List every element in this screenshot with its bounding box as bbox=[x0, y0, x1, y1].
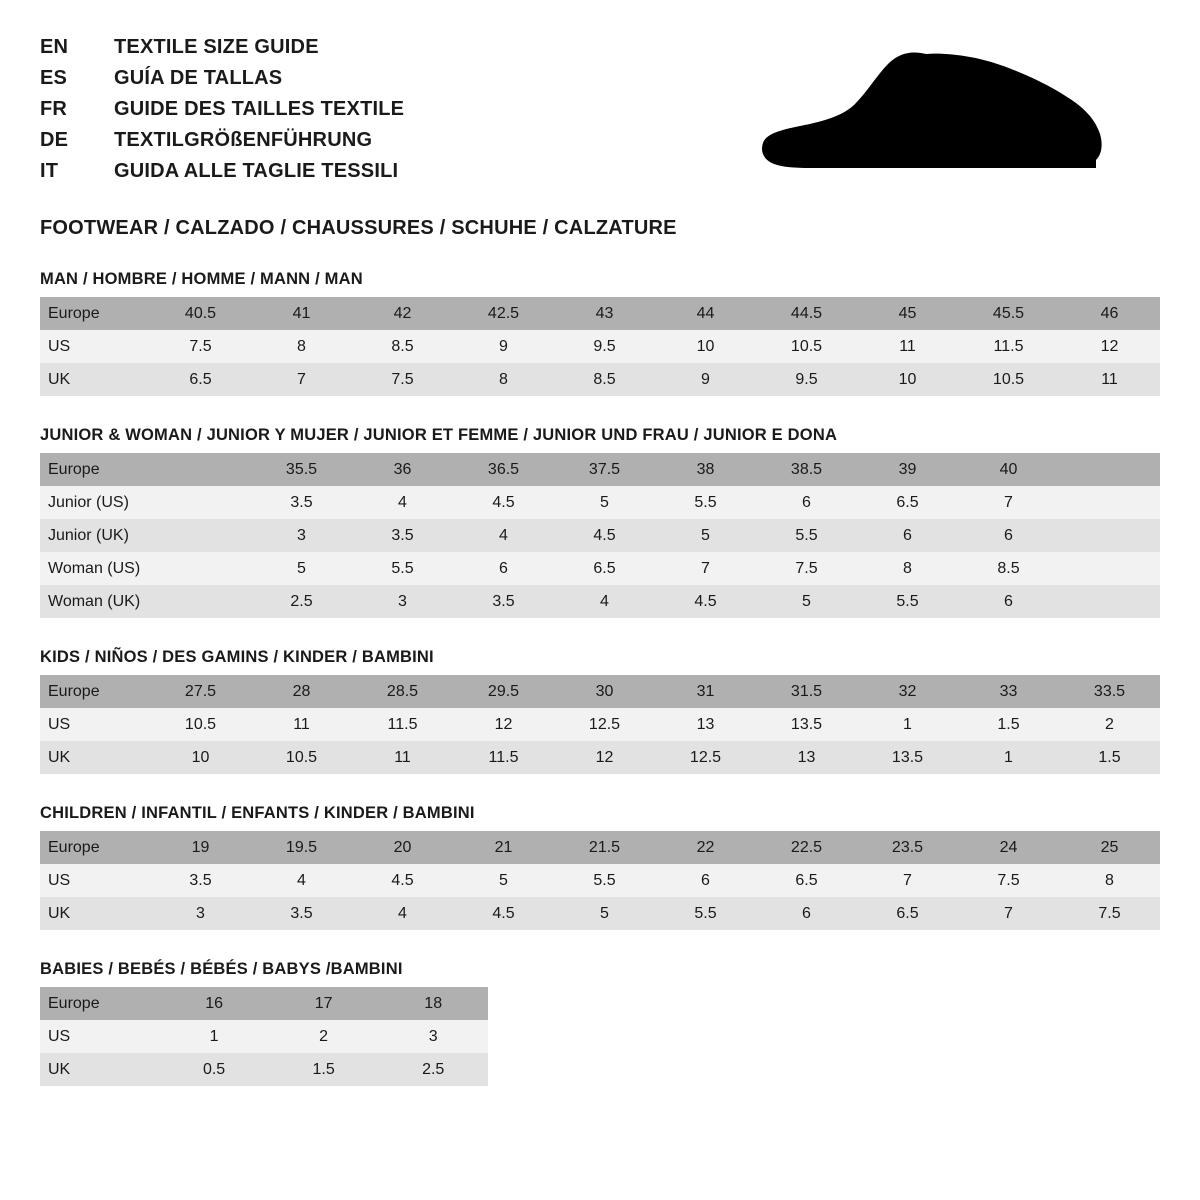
table-cell: 12 bbox=[554, 741, 655, 774]
table-cell: 10 bbox=[655, 330, 756, 363]
table-cell: 2.5 bbox=[251, 585, 352, 618]
language-code: FR bbox=[40, 98, 68, 120]
table-cell: 3.5 bbox=[453, 585, 554, 618]
table-cell: 44 bbox=[655, 297, 756, 330]
table-cell: 4 bbox=[352, 897, 453, 930]
table-cell: 5.5 bbox=[756, 519, 857, 552]
row-label: Woman (UK) bbox=[40, 585, 150, 618]
table-cell: 3 bbox=[251, 519, 352, 552]
table-cell: 4 bbox=[554, 585, 655, 618]
row-label: UK bbox=[40, 363, 150, 396]
table-cell: 3 bbox=[150, 897, 251, 930]
table-cell: 44.5 bbox=[756, 297, 857, 330]
language-row bbox=[40, 98, 404, 129]
table-cell: 5 bbox=[251, 552, 352, 585]
table-cell: 8.5 bbox=[352, 330, 453, 363]
row-label: US bbox=[40, 708, 150, 741]
table-cell: 12 bbox=[1059, 330, 1160, 363]
row-label: Junior (US) bbox=[40, 486, 150, 519]
table-cell: 2.5 bbox=[378, 1053, 488, 1086]
table-cell: 8 bbox=[857, 552, 958, 585]
table-cell bbox=[150, 519, 251, 552]
size-group-kids bbox=[40, 648, 1160, 774]
table-cell bbox=[150, 585, 251, 618]
size-table-man bbox=[40, 297, 1160, 396]
table-cell: 45.5 bbox=[958, 297, 1059, 330]
table-cell: 13.5 bbox=[756, 708, 857, 741]
row-label: UK bbox=[40, 741, 150, 774]
table-cell bbox=[150, 453, 251, 486]
table-cell: 30 bbox=[554, 675, 655, 708]
table-cell: 7 bbox=[655, 552, 756, 585]
table-cell: 40 bbox=[958, 453, 1059, 486]
table-cell bbox=[1059, 552, 1160, 585]
table-cell: 6 bbox=[756, 897, 857, 930]
table-cell: 22 bbox=[655, 831, 756, 864]
row-label: US bbox=[40, 1020, 159, 1053]
table-cell: 35.5 bbox=[251, 453, 352, 486]
size-group-man bbox=[40, 270, 1160, 396]
table-row bbox=[40, 831, 1160, 864]
table-cell: 17 bbox=[269, 987, 379, 1020]
table-row bbox=[40, 741, 1160, 774]
table-cell: 31 bbox=[655, 675, 756, 708]
table-row bbox=[40, 585, 1160, 618]
table-cell: 12.5 bbox=[554, 708, 655, 741]
table-row bbox=[40, 1053, 488, 1086]
table-cell: 23.5 bbox=[857, 831, 958, 864]
table-cell bbox=[1059, 486, 1160, 519]
group-title: KIDS / NIÑOS / DES GAMINS / KINDER / BAMBINI bbox=[40, 648, 434, 666]
table-cell: 4 bbox=[251, 864, 352, 897]
table-row bbox=[40, 864, 1160, 897]
table-cell: 1 bbox=[159, 1020, 269, 1053]
language-row bbox=[40, 160, 404, 191]
table-cell: 6.5 bbox=[150, 363, 251, 396]
table-cell bbox=[150, 486, 251, 519]
language-title: GUÍA DE TALLAS bbox=[114, 67, 283, 89]
table-cell: 24 bbox=[958, 831, 1059, 864]
table-cell: 11 bbox=[857, 330, 958, 363]
table-cell: 39 bbox=[857, 453, 958, 486]
table-cell: 8 bbox=[453, 363, 554, 396]
table-cell: 9.5 bbox=[756, 363, 857, 396]
table-cell: 18 bbox=[378, 987, 488, 1020]
table-cell: 46 bbox=[1059, 297, 1160, 330]
table-cell: 38 bbox=[655, 453, 756, 486]
table-cell: 4.5 bbox=[453, 897, 554, 930]
table-cell: 4.5 bbox=[352, 864, 453, 897]
size-table-children bbox=[40, 831, 1160, 930]
table-cell: 3 bbox=[352, 585, 453, 618]
table-cell: 9 bbox=[655, 363, 756, 396]
table-row bbox=[40, 453, 1160, 486]
table-cell: 40.5 bbox=[150, 297, 251, 330]
size-group-junior-woman bbox=[40, 426, 1160, 618]
row-label: Europe bbox=[40, 831, 150, 864]
table-cell: 6 bbox=[958, 519, 1059, 552]
table-cell: 6.5 bbox=[857, 897, 958, 930]
table-cell: 7.5 bbox=[1059, 897, 1160, 930]
table-cell: 13.5 bbox=[857, 741, 958, 774]
table-cell: 1.5 bbox=[958, 708, 1059, 741]
language-title: GUIDE DES TAILLES TEXTILE bbox=[114, 98, 405, 120]
group-title: MAN / HOMBRE / HOMME / MANN / MAN bbox=[40, 270, 363, 288]
row-label: Europe bbox=[40, 675, 150, 708]
table-cell: 11.5 bbox=[453, 741, 554, 774]
table-row bbox=[40, 1020, 488, 1053]
table-cell: 5.5 bbox=[554, 864, 655, 897]
language-title-list bbox=[40, 36, 404, 191]
size-table-junior-woman bbox=[40, 453, 1160, 618]
table-cell: 1.5 bbox=[269, 1053, 379, 1086]
table-cell bbox=[1059, 453, 1160, 486]
table-cell: 4.5 bbox=[554, 519, 655, 552]
table-cell: 12 bbox=[453, 708, 554, 741]
table-row bbox=[40, 552, 1160, 585]
table-row bbox=[40, 708, 1160, 741]
table-cell: 31.5 bbox=[756, 675, 857, 708]
table-cell: 28 bbox=[251, 675, 352, 708]
table-cell: 6 bbox=[453, 552, 554, 585]
language-code: EN bbox=[40, 36, 69, 58]
table-cell: 8.5 bbox=[958, 552, 1059, 585]
table-cell: 33 bbox=[958, 675, 1059, 708]
row-label: UK bbox=[40, 1053, 159, 1086]
row-label: Woman (US) bbox=[40, 552, 150, 585]
table-cell: 6 bbox=[655, 864, 756, 897]
table-cell: 29.5 bbox=[453, 675, 554, 708]
table-cell bbox=[1059, 519, 1160, 552]
table-cell: 8 bbox=[1059, 864, 1160, 897]
language-title: TEXTILE SIZE GUIDE bbox=[114, 36, 319, 58]
table-cell: 5.5 bbox=[655, 486, 756, 519]
table-cell: 25 bbox=[1059, 831, 1160, 864]
footwear-section-heading: FOOTWEAR / CALZADO / CHAUSSURES / SCHUHE / CALZATURE bbox=[40, 217, 677, 239]
table-cell: 1.5 bbox=[1059, 741, 1160, 774]
table-cell: 7 bbox=[251, 363, 352, 396]
table-cell: 7 bbox=[958, 897, 1059, 930]
table-cell: 19 bbox=[150, 831, 251, 864]
language-row bbox=[40, 129, 404, 160]
table-cell: 11.5 bbox=[958, 330, 1059, 363]
table-cell: 20 bbox=[352, 831, 453, 864]
table-cell: 28.5 bbox=[352, 675, 453, 708]
table-cell: 5.5 bbox=[352, 552, 453, 585]
group-title: CHILDREN / INFANTIL / ENFANTS / KINDER / BAMBINI bbox=[40, 804, 475, 822]
table-cell: 13 bbox=[756, 741, 857, 774]
table-cell: 5 bbox=[756, 585, 857, 618]
table-cell: 42.5 bbox=[453, 297, 554, 330]
table-cell: 6.5 bbox=[857, 486, 958, 519]
table-cell: 12.5 bbox=[655, 741, 756, 774]
table-cell: 9.5 bbox=[554, 330, 655, 363]
table-row bbox=[40, 363, 1160, 396]
table-cell: 7.5 bbox=[756, 552, 857, 585]
language-title: TEXTILGRÖßENFÜHRUNG bbox=[114, 129, 373, 151]
table-cell: 5 bbox=[554, 486, 655, 519]
size-table-babies bbox=[40, 987, 488, 1086]
table-cell: 0.5 bbox=[159, 1053, 269, 1086]
table-cell: 21 bbox=[453, 831, 554, 864]
table-row bbox=[40, 897, 1160, 930]
table-cell: 6 bbox=[756, 486, 857, 519]
table-cell: 6.5 bbox=[756, 864, 857, 897]
size-table-kids bbox=[40, 675, 1160, 774]
table-cell: 11 bbox=[1059, 363, 1160, 396]
table-cell: 7.5 bbox=[150, 330, 251, 363]
row-label: Junior (UK) bbox=[40, 519, 150, 552]
row-label: Europe bbox=[40, 987, 159, 1020]
table-cell bbox=[1059, 585, 1160, 618]
table-cell: 4.5 bbox=[655, 585, 756, 618]
table-cell: 8 bbox=[251, 330, 352, 363]
table-cell: 5 bbox=[453, 864, 554, 897]
table-cell: 10.5 bbox=[150, 708, 251, 741]
language-code: DE bbox=[40, 129, 69, 151]
table-cell: 4.5 bbox=[453, 486, 554, 519]
table-cell: 3.5 bbox=[352, 519, 453, 552]
table-row bbox=[40, 297, 1160, 330]
table-cell: 1 bbox=[958, 741, 1059, 774]
document-header bbox=[40, 36, 1160, 191]
row-label: Europe bbox=[40, 453, 150, 486]
table-cell: 27.5 bbox=[150, 675, 251, 708]
row-label: US bbox=[40, 330, 150, 363]
table-cell: 5.5 bbox=[655, 897, 756, 930]
table-cell: 10.5 bbox=[756, 330, 857, 363]
table-cell: 11 bbox=[352, 741, 453, 774]
table-cell: 3.5 bbox=[150, 864, 251, 897]
table-cell: 4 bbox=[352, 486, 453, 519]
table-cell: 32 bbox=[857, 675, 958, 708]
table-cell bbox=[150, 552, 251, 585]
table-cell: 33.5 bbox=[1059, 675, 1160, 708]
table-cell: 10.5 bbox=[958, 363, 1059, 396]
table-cell: 41 bbox=[251, 297, 352, 330]
table-cell: 45 bbox=[857, 297, 958, 330]
table-cell: 43 bbox=[554, 297, 655, 330]
table-row bbox=[40, 987, 488, 1020]
table-cell: 10 bbox=[857, 363, 958, 396]
table-cell: 19.5 bbox=[251, 831, 352, 864]
dress-shoe-icon bbox=[760, 48, 1120, 173]
table-cell: 2 bbox=[269, 1020, 379, 1053]
table-cell: 36.5 bbox=[453, 453, 554, 486]
row-label: UK bbox=[40, 897, 150, 930]
table-cell: 1 bbox=[857, 708, 958, 741]
table-cell: 36 bbox=[352, 453, 453, 486]
table-cell: 7.5 bbox=[352, 363, 453, 396]
table-cell: 13 bbox=[655, 708, 756, 741]
table-cell: 6.5 bbox=[554, 552, 655, 585]
table-cell: 7 bbox=[857, 864, 958, 897]
table-row bbox=[40, 675, 1160, 708]
table-cell: 5.5 bbox=[857, 585, 958, 618]
language-row bbox=[40, 36, 404, 67]
table-cell: 3 bbox=[378, 1020, 488, 1053]
table-cell: 6 bbox=[958, 585, 1059, 618]
table-cell: 22.5 bbox=[756, 831, 857, 864]
table-cell: 38.5 bbox=[756, 453, 857, 486]
size-group-children bbox=[40, 804, 1160, 930]
table-row bbox=[40, 330, 1160, 363]
group-title: JUNIOR & WOMAN / JUNIOR Y MUJER / JUNIOR ET FEMME / JUNIOR UND FRAU / JUNIOR E DONA bbox=[40, 426, 838, 444]
table-cell: 3.5 bbox=[251, 897, 352, 930]
table-cell: 11 bbox=[251, 708, 352, 741]
table-cell: 16 bbox=[159, 987, 269, 1020]
table-row bbox=[40, 486, 1160, 519]
table-cell: 9 bbox=[453, 330, 554, 363]
table-cell: 42 bbox=[352, 297, 453, 330]
language-code: ES bbox=[40, 67, 68, 89]
table-cell: 2 bbox=[1059, 708, 1160, 741]
table-cell: 6 bbox=[857, 519, 958, 552]
language-row bbox=[40, 67, 404, 98]
table-cell: 7 bbox=[958, 486, 1059, 519]
table-cell: 21.5 bbox=[554, 831, 655, 864]
table-cell: 4 bbox=[453, 519, 554, 552]
table-cell: 8.5 bbox=[554, 363, 655, 396]
table-cell: 10.5 bbox=[251, 741, 352, 774]
row-label: US bbox=[40, 864, 150, 897]
language-title: GUIDA ALLE TAGLIE TESSILI bbox=[114, 160, 399, 182]
table-cell: 5 bbox=[554, 897, 655, 930]
table-cell: 10 bbox=[150, 741, 251, 774]
table-cell: 7.5 bbox=[958, 864, 1059, 897]
table-cell: 11.5 bbox=[352, 708, 453, 741]
table-cell: 3.5 bbox=[251, 486, 352, 519]
table-cell: 5 bbox=[655, 519, 756, 552]
table-cell: 37.5 bbox=[554, 453, 655, 486]
size-group-babies bbox=[40, 960, 1160, 1086]
row-label: Europe bbox=[40, 297, 150, 330]
group-title: BABIES / BEBÉS / BÉBÉS / BABYS /BAMBINI bbox=[40, 960, 403, 978]
language-code: IT bbox=[40, 160, 59, 182]
table-row bbox=[40, 519, 1160, 552]
